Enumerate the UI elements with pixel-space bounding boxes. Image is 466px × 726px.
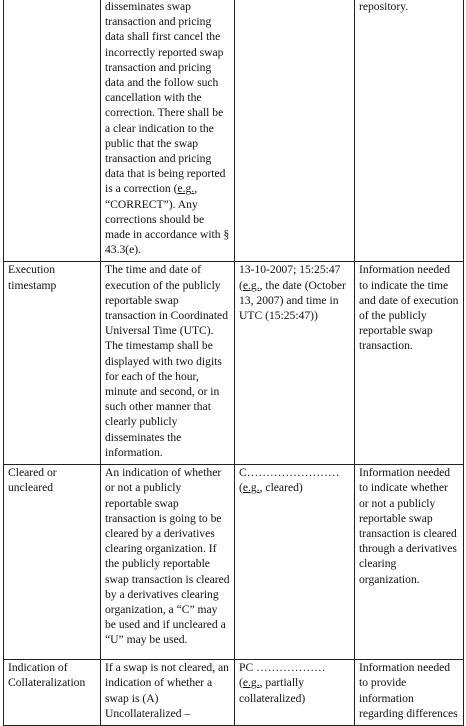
description-tail: , “CORRECT”). Any corrections should be made in accordance with § 43.3(e). bbox=[105, 182, 230, 257]
description-cell bbox=[101, 262, 235, 465]
example-cell bbox=[235, 0, 355, 262]
example-tail: , the date (October 13, 2007) and time in UTC (15:25:47)) bbox=[239, 278, 346, 323]
description-cell bbox=[101, 465, 235, 660]
eg-abbrev: e.g. bbox=[242, 278, 260, 292]
description-text: The time and date of execution of the publicly reportable swap transaction in Coordinated Universal Time (UTC). The timestamp shall be displayed with two digits for each of the hour, minute and second, or in such other manner that clearly publicly disseminates the information. bbox=[105, 263, 228, 459]
example-cell: 13-10-2007; 15:25:47 (e.g., the date (October 13, 2007) and time in UTC (15:25:47)) bbox=[235, 262, 355, 465]
purpose-text: Information needed to provide information regarding differences bbox=[359, 661, 458, 720]
table-row bbox=[4, 262, 464, 465]
example-cell: PC ……………… (e.g., partially collateralized) bbox=[235, 660, 355, 726]
field-name-cell bbox=[4, 465, 101, 660]
data-fields-table bbox=[3, 0, 464, 726]
description-text: If a swap is not cleared, an indication of whether a swap is (A) Uncollateralized – bbox=[105, 661, 229, 720]
purpose-cell bbox=[355, 262, 464, 465]
description-text: disseminates swap transaction and pricing data shall first cancel the incorrectly reported swap transaction and pricing data and the follow such cancellation with the correction. There shall be a clear indication to the public that the swap transaction and pricing data that is being reported is a correction ( bbox=[105, 0, 226, 196]
description-cell bbox=[101, 0, 235, 262]
example-value: PC ……………… bbox=[239, 661, 326, 675]
purpose-cell bbox=[355, 0, 464, 262]
field-name: Indication of Collateralization bbox=[8, 661, 86, 690]
eg-abbrev: e.g. bbox=[242, 481, 260, 495]
table-row bbox=[4, 465, 464, 660]
purpose-text: Information needed to indicate the time and date of execution of the publicly reportable swap transaction. bbox=[359, 263, 459, 353]
description-text: An indication of whether or not a publicly reportable swap transaction is going to be cleared by a derivatives clearing organization. If the publicly reportable swap transaction is cleared by a derivatives clearing organization, a “C” may be used and if uncleared a “U” may be used. bbox=[105, 466, 230, 647]
eg-abbrev: e.g. bbox=[242, 676, 260, 690]
example-cell: C…………………… (e.g., cleared) bbox=[235, 465, 355, 660]
field-name: Execution timestamp bbox=[8, 263, 57, 292]
field-name-cell bbox=[4, 0, 101, 262]
example-value: C…………………… bbox=[239, 466, 340, 480]
purpose-cell bbox=[355, 465, 464, 660]
field-name-cell bbox=[4, 262, 101, 465]
field-name: Cleared or uncleared bbox=[8, 466, 57, 495]
example-value: 13-10-2007; 15:25:47 bbox=[239, 263, 341, 277]
eg-abbrev: e.g. bbox=[177, 182, 195, 196]
purpose-text: Information needed to indicate whether or not a publicly reportable swap transaction is cleared through a derivatives clearing organization. bbox=[359, 466, 457, 586]
purpose-text: repository. bbox=[359, 0, 409, 13]
example-tail: , cleared) bbox=[259, 481, 303, 495]
example-tail: , partially collateralized) bbox=[239, 676, 306, 705]
table-row bbox=[4, 0, 464, 262]
